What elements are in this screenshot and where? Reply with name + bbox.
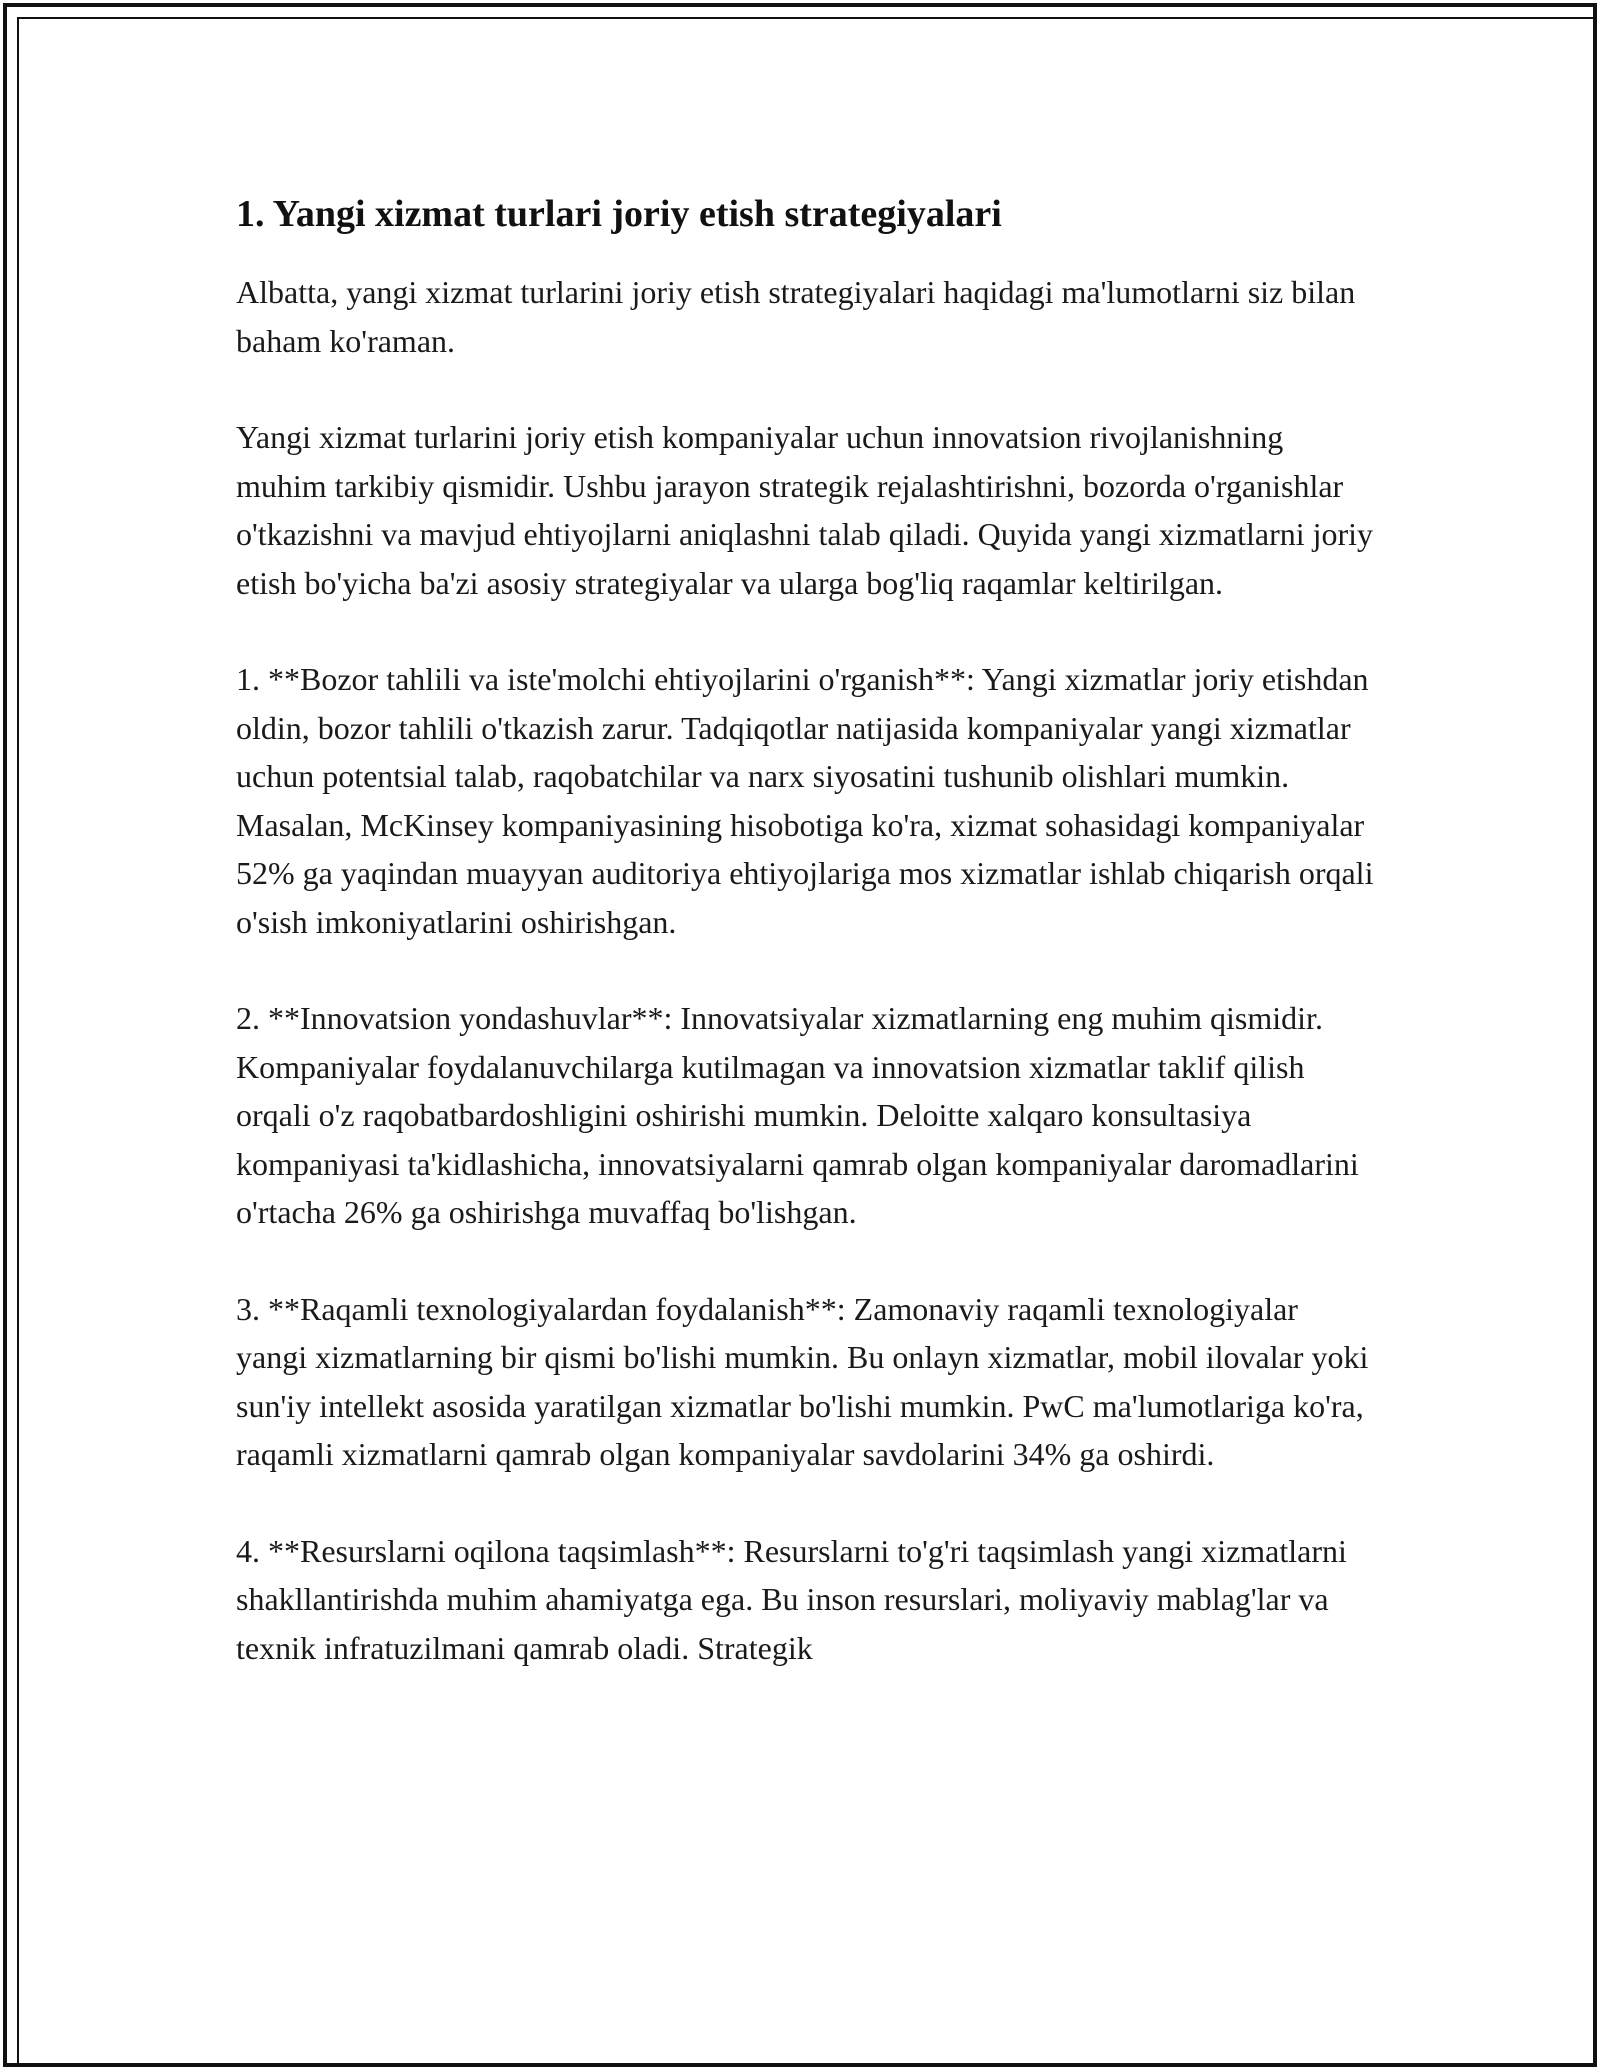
document-body <box>236 186 1376 1672</box>
strategy-item-2: 2. **Innovatsion yondashuvlar**: Innovatsiyalar xizmatlarning eng muhim qismidir. Kompaniyalar foydalanuvchilarga kutilmagan va innovatsion xizmatlar taklif qilish orqali o'z raqobatbardoshligini oshirishi mumkin. Deloitte xalqaro konsultasiya kompaniyasi ta'kidlashicha, innovatsiyalarni qamrab olgan kompaniyalar daromadlarini o'rtacha 26% ga oshirishga muvaffaq bo'lishgan. <box>236 1000 1359 1230</box>
overview-paragraph: Yangi xizmat turlarini joriy etish kompaniyalar uchun innovatsion rivojlanishning muhim tarkibiy qismidir. Ushbu jarayon strategik rejalashtirishni, bozorda o'rganishlar o'tkazishni va mavjud ehtiyojlarni aniqlashni talab qiladi. Quyida yangi xizmatlarni joriy etish bo'yicha ba'zi asosiy strategiyalar va ularga bog'liq raqamlar keltirilgan. <box>236 419 1374 601</box>
strategy-item-4: 4. **Resurslarni oqilona taqsimlash**: Resurslarni to'g'ri taqsimlash yangi xizmatlarni shakllantirishda muhim ahamiyatga ega. Bu inson resurslari, moliyaviy mablag'lar va texnik infratuzilmani qamrab oladi. Strategik <box>236 1532 1347 1666</box>
document-title: 1. Yangi xizmat turlari joriy etish strategiyalari <box>236 193 1002 235</box>
intro-paragraph: Albatta, yangi xizmat turlarini joriy etish strategiyalari haqidagi ma'lumotlarni siz bilan baham ko'raman. <box>236 274 1356 359</box>
strategy-item-1: 1. **Bozor tahlili va iste'molchi ehtiyojlarini o'rganish**: Yangi xizmatlar joriy etishdan oldin, bozor tahlili o'tkazish zarur. Tadqiqotlar natijasida kompaniyalar yangi xizmatlar uchun potentsial talab, raqobatchilar va narx siyosatini tushunib olishlari mumkin. Masalan, McKinsey kompaniyasining hisobotiga ko'ra, xizmat sohasidagi kompaniyalar 52% ga yaqindan muayyan auditoriya ehtiyojlariga mos xizmatlar ishlab chiqarish orqali o'sish imkoniyatlarini oshirishgan. <box>236 661 1374 940</box>
strategy-item-3: 3. **Raqamli texnologiyalardan foydalanish**: Zamonaviy raqamli texnologiyalar yangi xizmatlarning bir qismi bo'lishi mumkin. Bu onlayn xizmatlar, mobil ilovalar yoki sun'iy intellekt asosida yaratilgan xizmatlar bo'lishi mumkin. PwC ma'lumotlariga ko'ra, raqamli xizmatlarni qamrab olgan kompaniyalar savdolarini 34% ga oshirdi. <box>236 1290 1369 1472</box>
